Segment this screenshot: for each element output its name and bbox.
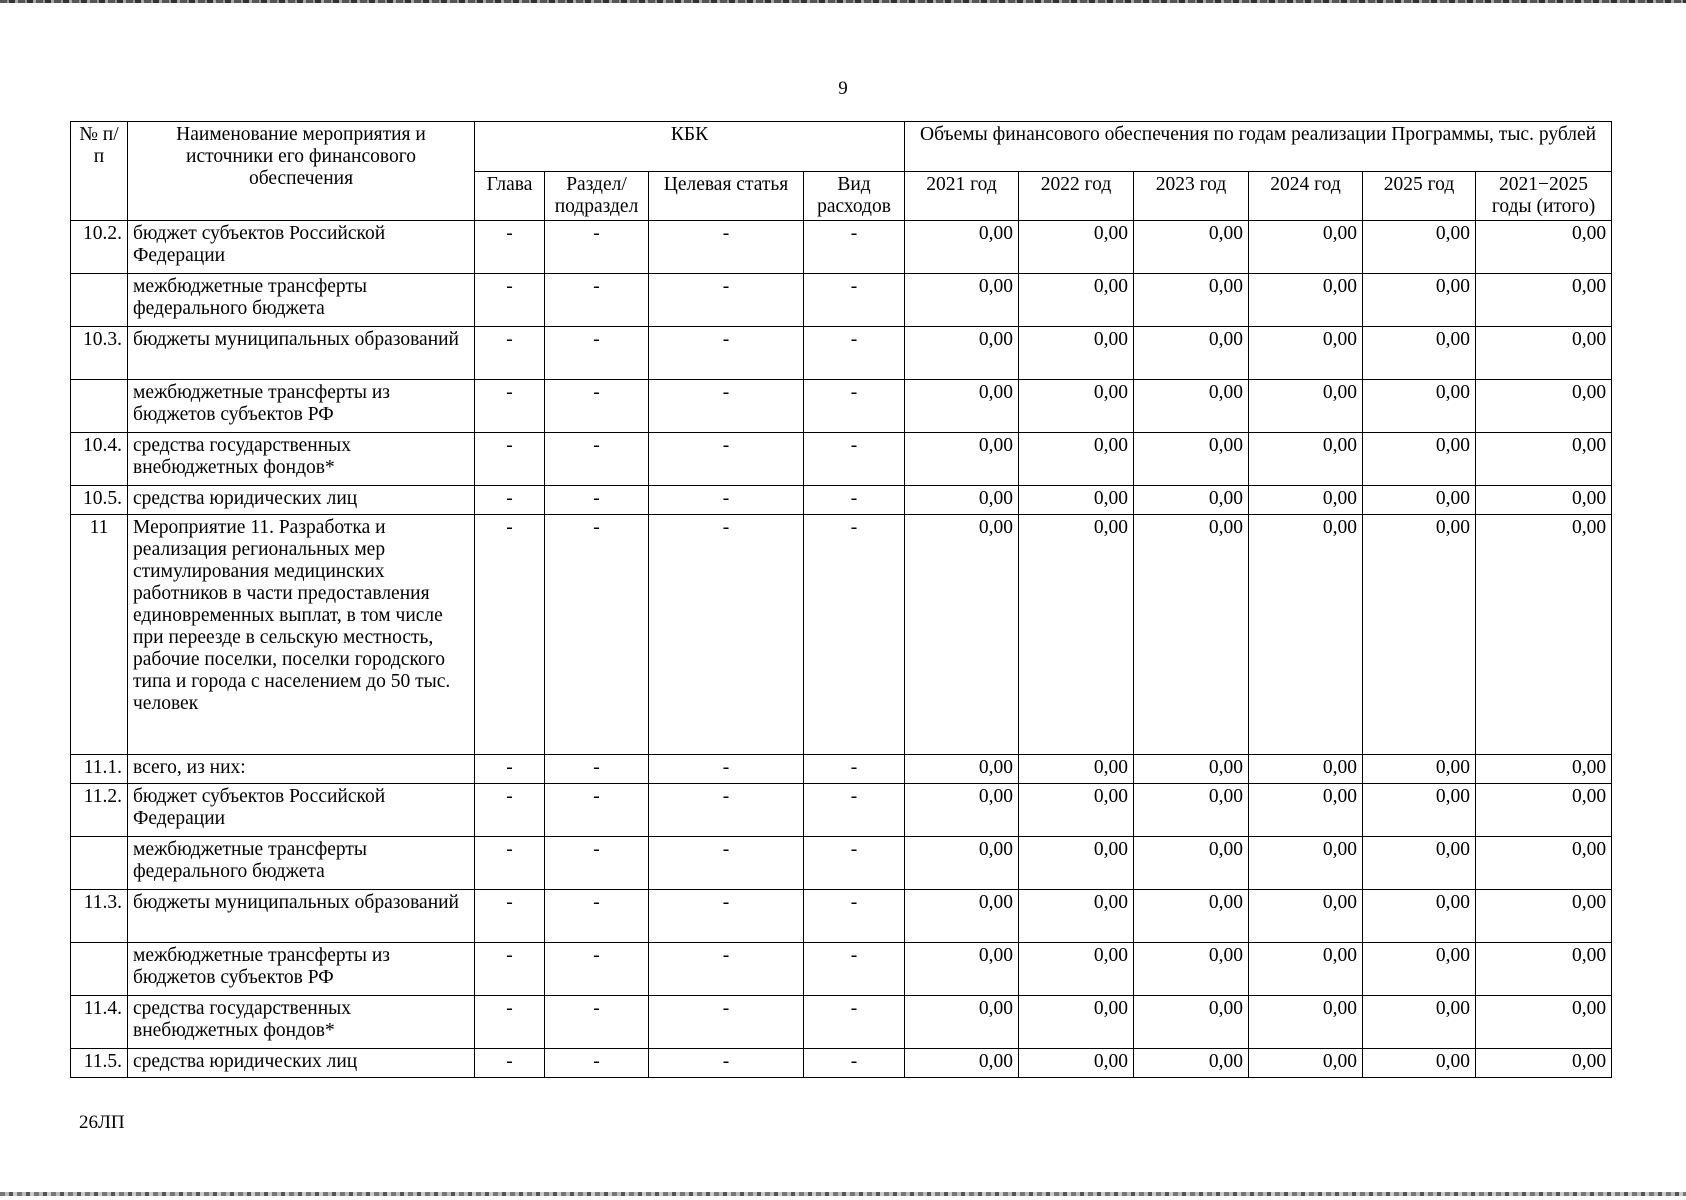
value-cell: 0,00	[905, 486, 1019, 515]
table-row	[71, 221, 1612, 274]
row-number: 11.3.	[71, 890, 128, 943]
table-row	[71, 380, 1612, 433]
kbk-cell: -	[804, 380, 905, 433]
value-cell: 0,00	[1019, 890, 1134, 943]
value-cell: 0,00	[1249, 890, 1363, 943]
row-name: средства государственных внебюджетных фондов*	[128, 996, 475, 1049]
header-kbk-col: Глава	[475, 172, 545, 221]
value-cell: 0,00	[1476, 327, 1612, 380]
kbk-cell: -	[545, 433, 649, 486]
row-name: бюджет субъектов Российской Федерации	[128, 784, 475, 837]
row-number	[71, 837, 128, 890]
kbk-cell: -	[804, 1049, 905, 1078]
value-cell: 0,00	[1134, 1049, 1249, 1078]
kbk-cell: -	[545, 380, 649, 433]
kbk-cell: -	[545, 784, 649, 837]
value-cell: 0,00	[1476, 1049, 1612, 1078]
kbk-cell: -	[649, 1049, 804, 1078]
kbk-cell: -	[475, 486, 545, 515]
kbk-cell: -	[804, 433, 905, 486]
value-cell: 0,00	[1134, 327, 1249, 380]
value-cell: 0,00	[1476, 274, 1612, 327]
value-cell: 0,00	[905, 890, 1019, 943]
value-cell: 0,00	[1019, 515, 1134, 755]
table-row	[71, 1049, 1612, 1078]
kbk-cell: -	[475, 996, 545, 1049]
kbk-cell: -	[804, 486, 905, 515]
row-name: бюджеты муниципальных образований	[128, 890, 475, 943]
kbk-cell: -	[545, 221, 649, 274]
value-cell: 0,00	[1134, 515, 1249, 755]
value-cell: 0,00	[1363, 943, 1476, 996]
value-cell: 0,00	[1476, 515, 1612, 755]
value-cell: 0,00	[1249, 755, 1363, 784]
kbk-cell: -	[475, 837, 545, 890]
row-number	[71, 380, 128, 433]
row-number: 11.2.	[71, 784, 128, 837]
header-kbk-col: Раздел/ подраздел	[545, 172, 649, 221]
kbk-cell: -	[804, 837, 905, 890]
table-row	[71, 515, 1612, 755]
row-name: межбюджетные трансферты из бюджетов субъектов РФ	[128, 380, 475, 433]
value-cell: 0,00	[1363, 515, 1476, 755]
header-row	[71, 122, 1612, 172]
header-year-col: 2021−2025 годы (итого)	[1476, 172, 1612, 221]
kbk-cell: -	[804, 784, 905, 837]
header-year-col: 2022 год	[1019, 172, 1134, 221]
value-cell: 0,00	[1249, 486, 1363, 515]
value-cell: 0,00	[1249, 327, 1363, 380]
value-cell: 0,00	[1134, 755, 1249, 784]
value-cell: 0,00	[1249, 380, 1363, 433]
header-volumes: Объемы финансового обеспечения по годам реализации Программы, тыс. рублей	[905, 122, 1612, 172]
value-cell: 0,00	[1476, 837, 1612, 890]
kbk-cell: -	[475, 221, 545, 274]
financing-table	[70, 121, 1612, 1078]
value-cell: 0,00	[1363, 996, 1476, 1049]
row-name: бюджеты муниципальных образований	[128, 327, 475, 380]
header-year-col: 2024 год	[1249, 172, 1363, 221]
kbk-cell: -	[475, 943, 545, 996]
value-cell: 0,00	[905, 1049, 1019, 1078]
kbk-cell: -	[804, 755, 905, 784]
value-cell: 0,00	[1363, 755, 1476, 784]
value-cell: 0,00	[1363, 837, 1476, 890]
kbk-cell: -	[545, 1049, 649, 1078]
value-cell: 0,00	[1249, 221, 1363, 274]
value-cell: 0,00	[1363, 1049, 1476, 1078]
kbk-cell: -	[545, 755, 649, 784]
header-year-col: 2023 год	[1134, 172, 1249, 221]
kbk-cell: -	[545, 515, 649, 755]
kbk-cell: -	[804, 274, 905, 327]
table-row	[71, 837, 1612, 890]
kbk-cell: -	[649, 515, 804, 755]
kbk-cell: -	[649, 274, 804, 327]
table-row	[71, 433, 1612, 486]
value-cell: 0,00	[1363, 274, 1476, 327]
kbk-cell: -	[475, 890, 545, 943]
kbk-cell: -	[545, 890, 649, 943]
row-number: 11	[71, 515, 128, 755]
value-cell: 0,00	[1134, 837, 1249, 890]
value-cell: 0,00	[1249, 943, 1363, 996]
kbk-cell: -	[545, 274, 649, 327]
kbk-cell: -	[545, 837, 649, 890]
value-cell: 0,00	[1249, 784, 1363, 837]
table-row	[71, 274, 1612, 327]
value-cell: 0,00	[1363, 221, 1476, 274]
value-cell: 0,00	[1134, 274, 1249, 327]
kbk-cell: -	[804, 996, 905, 1049]
value-cell: 0,00	[905, 274, 1019, 327]
kbk-cell: -	[804, 221, 905, 274]
value-cell: 0,00	[1019, 1049, 1134, 1078]
value-cell: 0,00	[1134, 996, 1249, 1049]
kbk-cell: -	[475, 784, 545, 837]
value-cell: 0,00	[1476, 380, 1612, 433]
kbk-cell: -	[475, 380, 545, 433]
value-cell: 0,00	[905, 380, 1019, 433]
kbk-cell: -	[649, 486, 804, 515]
value-cell: 0,00	[1476, 433, 1612, 486]
kbk-cell: -	[649, 221, 804, 274]
value-cell: 0,00	[1019, 996, 1134, 1049]
kbk-cell: -	[649, 943, 804, 996]
header-kbk-col: Вид расходов	[804, 172, 905, 221]
kbk-cell: -	[545, 996, 649, 1049]
value-cell: 0,00	[1134, 784, 1249, 837]
value-cell: 0,00	[1249, 515, 1363, 755]
value-cell: 0,00	[1249, 837, 1363, 890]
value-cell: 0,00	[1019, 784, 1134, 837]
row-number: 10.3.	[71, 327, 128, 380]
row-number: 10.4.	[71, 433, 128, 486]
value-cell: 0,00	[1019, 943, 1134, 996]
value-cell: 0,00	[1363, 486, 1476, 515]
table-row	[71, 943, 1612, 996]
table-row	[71, 486, 1612, 515]
header-kbk: КБК	[475, 122, 905, 172]
value-cell: 0,00	[905, 996, 1019, 1049]
row-name: Мероприятие 11. Разработка и реализация региональных мер стимулирования медицинских работников в части предоставления единовременных выплат, в том числе при переезде в сельскую местность, рабочие поселки, поселки городского типа и города с населением до 50 тыс. человек	[128, 515, 475, 755]
row-number: 11.1.	[71, 755, 128, 784]
value-cell: 0,00	[1363, 784, 1476, 837]
value-cell: 0,00	[1134, 486, 1249, 515]
value-cell: 0,00	[1363, 433, 1476, 486]
value-cell: 0,00	[1249, 1049, 1363, 1078]
row-number	[71, 274, 128, 327]
value-cell: 0,00	[1363, 327, 1476, 380]
value-cell: 0,00	[1363, 380, 1476, 433]
kbk-cell: -	[545, 943, 649, 996]
value-cell: 0,00	[1476, 943, 1612, 996]
kbk-cell: -	[649, 380, 804, 433]
header-name: Наименование мероприятия и источники его финансового обеспечения	[128, 122, 475, 221]
value-cell: 0,00	[905, 784, 1019, 837]
kbk-cell: -	[649, 996, 804, 1049]
value-cell: 0,00	[905, 327, 1019, 380]
row-name: межбюджетные трансферты федерального бюджета	[128, 837, 475, 890]
table-row	[71, 327, 1612, 380]
value-cell: 0,00	[905, 837, 1019, 890]
value-cell: 0,00	[905, 515, 1019, 755]
kbk-cell: -	[649, 837, 804, 890]
kbk-cell: -	[649, 784, 804, 837]
kbk-cell: -	[475, 1049, 545, 1078]
value-cell: 0,00	[1019, 486, 1134, 515]
kbk-cell: -	[804, 515, 905, 755]
value-cell: 0,00	[905, 433, 1019, 486]
value-cell: 0,00	[1476, 221, 1612, 274]
value-cell: 0,00	[1019, 380, 1134, 433]
kbk-cell: -	[804, 943, 905, 996]
row-name: межбюджетные трансферты федерального бюджета	[128, 274, 475, 327]
row-name: средства юридических лиц	[128, 486, 475, 515]
row-name: бюджет субъектов Российской Федерации	[128, 221, 475, 274]
kbk-cell: -	[649, 327, 804, 380]
value-cell: 0,00	[1019, 433, 1134, 486]
value-cell: 0,00	[1134, 890, 1249, 943]
value-cell: 0,00	[1134, 221, 1249, 274]
kbk-cell: -	[804, 890, 905, 943]
value-cell: 0,00	[1363, 890, 1476, 943]
kbk-cell: -	[545, 327, 649, 380]
value-cell: 0,00	[1134, 433, 1249, 486]
row-name: всего, из них:	[128, 755, 475, 784]
kbk-cell: -	[475, 327, 545, 380]
kbk-cell: -	[649, 433, 804, 486]
value-cell: 0,00	[1019, 837, 1134, 890]
kbk-cell: -	[475, 515, 545, 755]
row-name: средства государственных внебюджетных фондов*	[128, 433, 475, 486]
kbk-cell: -	[804, 327, 905, 380]
value-cell: 0,00	[905, 221, 1019, 274]
row-number: 10.2.	[71, 221, 128, 274]
kbk-cell: -	[475, 755, 545, 784]
row-number: 11.4.	[71, 996, 128, 1049]
value-cell: 0,00	[1249, 996, 1363, 1049]
value-cell: 0,00	[1476, 996, 1612, 1049]
header-num: № п/п	[71, 122, 128, 221]
value-cell: 0,00	[1134, 380, 1249, 433]
value-cell: 0,00	[1249, 433, 1363, 486]
row-name: межбюджетные трансферты из бюджетов субъектов РФ	[128, 943, 475, 996]
row-name: средства юридических лиц	[128, 1049, 475, 1078]
table-row	[71, 996, 1612, 1049]
header-year-col: 2021 год	[905, 172, 1019, 221]
value-cell: 0,00	[1134, 943, 1249, 996]
header-kbk-col: Целевая статья	[649, 172, 804, 221]
row-number	[71, 943, 128, 996]
header-year-col: 2025 год	[1363, 172, 1476, 221]
scan-edge-bottom	[0, 1192, 1686, 1196]
value-cell: 0,00	[905, 755, 1019, 784]
kbk-cell: -	[545, 486, 649, 515]
table-row	[71, 755, 1612, 784]
kbk-cell: -	[649, 755, 804, 784]
scan-edge-top	[0, 0, 1686, 3]
value-cell: 0,00	[1476, 784, 1612, 837]
row-number: 10.5.	[71, 486, 128, 515]
value-cell: 0,00	[1019, 327, 1134, 380]
value-cell: 0,00	[1476, 486, 1612, 515]
kbk-cell: -	[649, 890, 804, 943]
value-cell: 0,00	[1476, 755, 1612, 784]
value-cell: 0,00	[905, 943, 1019, 996]
value-cell: 0,00	[1019, 274, 1134, 327]
value-cell: 0,00	[1476, 890, 1612, 943]
value-cell: 0,00	[1019, 755, 1134, 784]
table-row	[71, 784, 1612, 837]
row-number: 11.5.	[71, 1049, 128, 1078]
kbk-cell: -	[475, 274, 545, 327]
page-number: 9	[838, 78, 848, 99]
table-row	[71, 890, 1612, 943]
value-cell: 0,00	[1249, 274, 1363, 327]
document-code: 26ЛП	[79, 1112, 125, 1133]
kbk-cell: -	[475, 433, 545, 486]
value-cell: 0,00	[1019, 221, 1134, 274]
